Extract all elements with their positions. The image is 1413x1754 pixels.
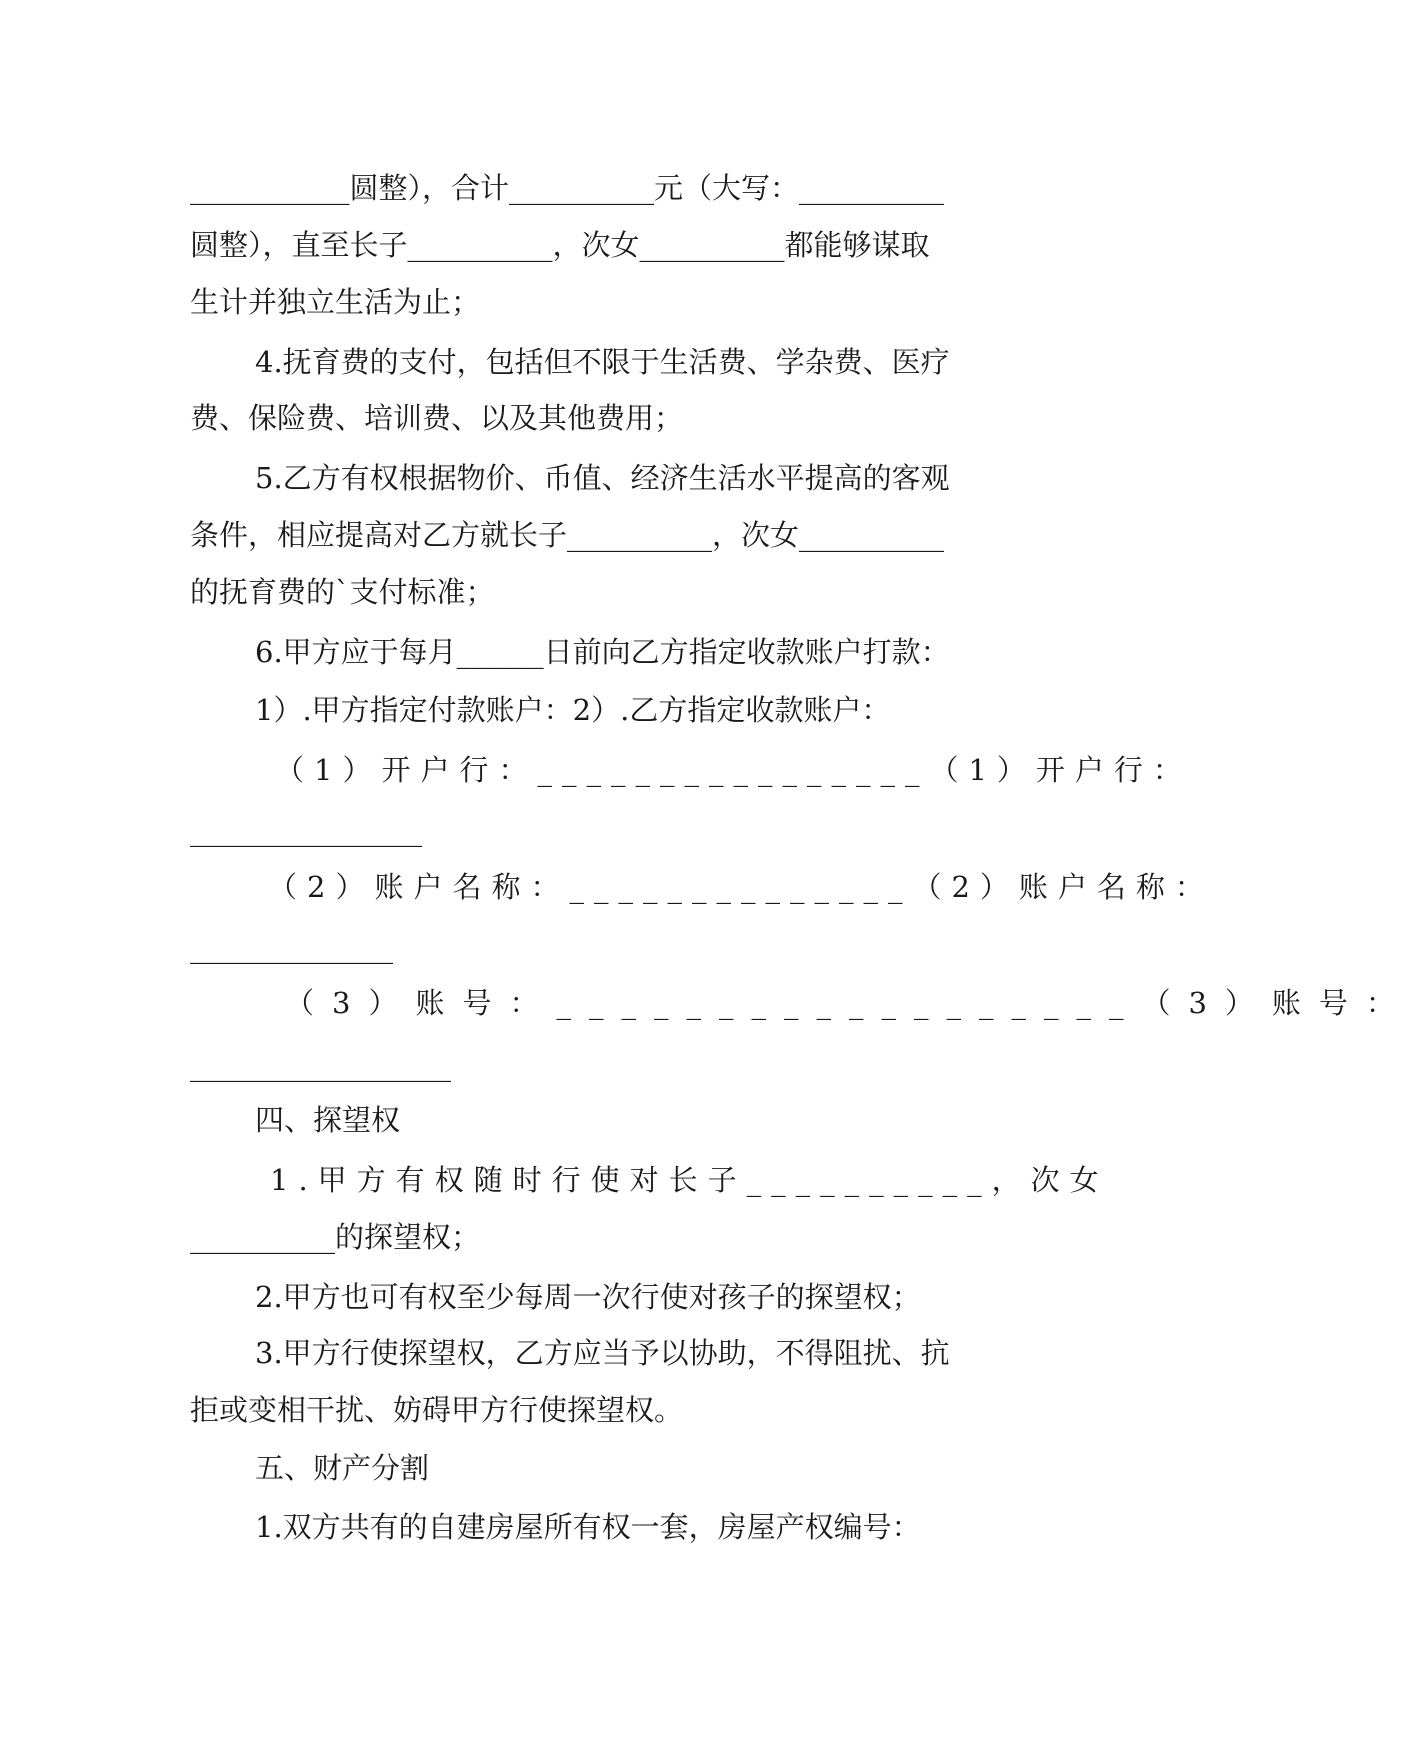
bank-line: （1）开户行：________________（1）开户行： [275, 753, 1192, 787]
visitation-item-2: 2.甲方也可有权至少每周一次行使对孩子的探望权； [255, 1280, 921, 1314]
visitation-item-1: 1.甲方有权随时行使对长子__________，次女 [270, 1163, 1109, 1197]
bank-blank: ________________ [190, 813, 422, 847]
account-name-blank: ______________ [190, 930, 393, 964]
account-name-line: （2）账户名称：______________（2）账户名称： [268, 870, 1214, 904]
account-number-line: （3）账号：__________________（3）账号： [285, 986, 1413, 1020]
text-line-8: 的抚育费的`支付标准； [190, 575, 495, 609]
paragraph-4: 4.抚育费的支付，包括但不限于生活费、学杂费、医疗 [255, 345, 950, 379]
text-line-3: 生计并独立生活为止； [190, 285, 481, 319]
text-line-7: 条件，相应提高对乙方就长子__________，次女__________ [190, 518, 945, 552]
visitation-item-3: 3.甲方行使探望权，乙方应当予以协助，不得阻扰、抗 [255, 1336, 950, 1370]
property-item-1: 1.双方共有的自建房屋所有权一套，房屋产权编号： [255, 1510, 921, 1544]
account-header: 1）.甲方指定付款账户：2）.乙方指定收款账户： [255, 693, 891, 727]
text-line-22: 拒或变相干扰、妨碍甲方行使探望权。 [190, 1393, 684, 1427]
account-number-blank: __________________ [190, 1048, 451, 1082]
text-line-19: __________的探望权； [190, 1220, 481, 1254]
section-heading-property: 五、财产分割 [255, 1451, 430, 1485]
paragraph-5: 5.乙方有权根据物价、币值、经济生活水平提高的客观 [255, 461, 950, 495]
section-heading-visitation: 四、探望权 [255, 1103, 401, 1137]
text-line-1: ___________圆整），合计__________元（大写：__________ [190, 171, 945, 205]
paragraph-6: 6.甲方应于每月______日前向乙方指定收款账户打款： [255, 635, 950, 669]
text-line-5: 费、保险费、培训费、以及其他费用； [190, 401, 684, 435]
text-line-2: 圆整），直至长子__________，次女__________都能够谋取 [190, 228, 930, 262]
